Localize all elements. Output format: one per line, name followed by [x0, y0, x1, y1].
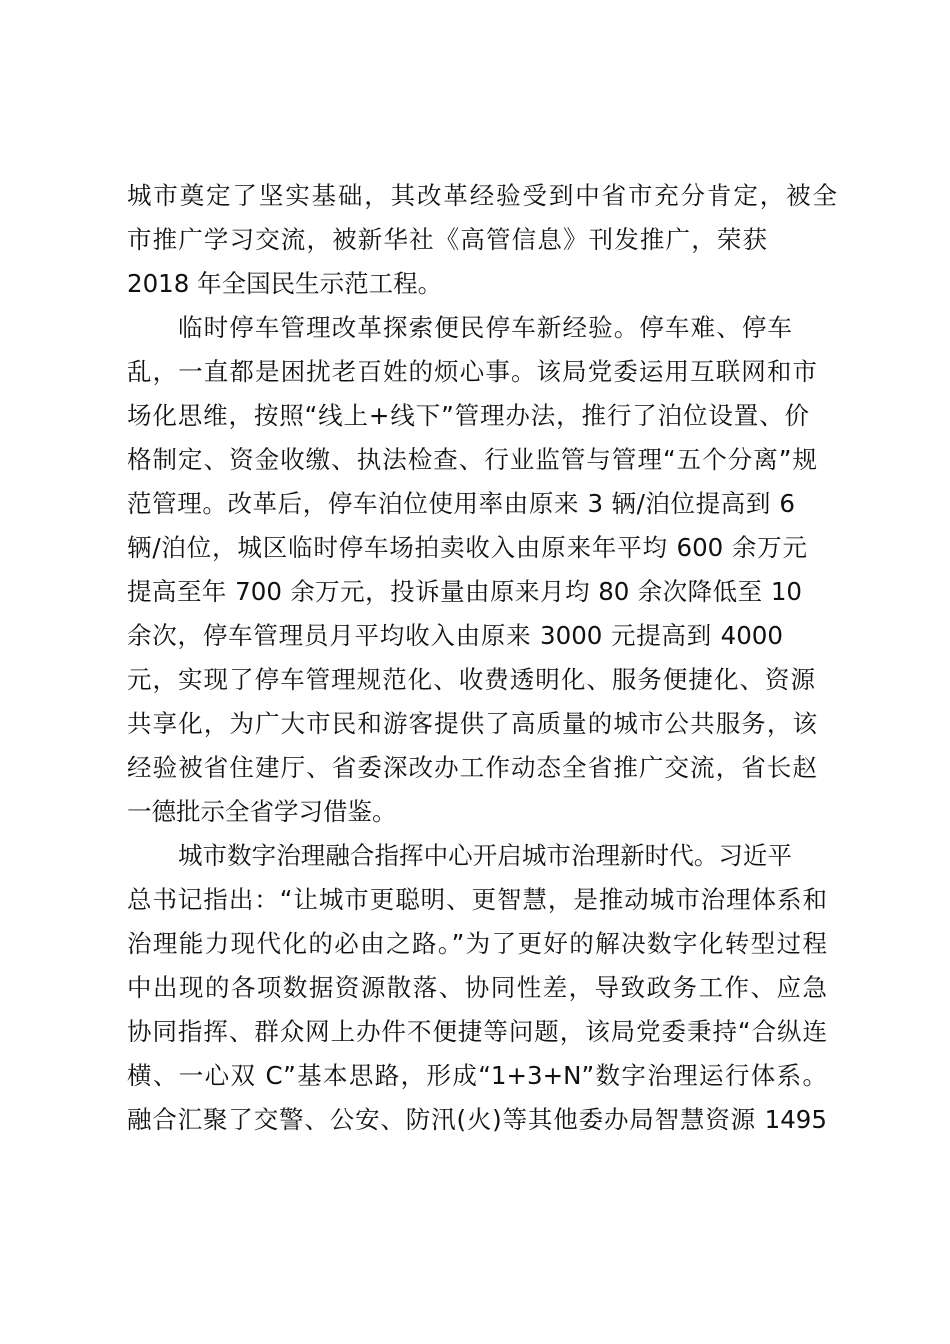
text-line: 元，实现了停车管理规范化、收费透明化、服务便捷化、资源 [127, 665, 815, 694]
paragraph-3 [127, 834, 837, 1142]
paragraph-1 [127, 174, 837, 306]
text-line: 中出现的各项数据资源散落、协同性差，导致政务工作、应急 [127, 973, 827, 1002]
text-line: 治理能力现代化的必由之路。”为了更好的解决数字化转型过程 [127, 929, 827, 958]
body-text [127, 174, 837, 1142]
text-line: 总书记指出：“让城市更聪明、更智慧，是推动城市治理体系和 [127, 885, 827, 914]
text-line: 范管理。改革后，停车泊位使用率由原来 3 辆/泊位提高到 6 [127, 489, 795, 518]
text-line: 横、一心双 C”基本思路，形成“1+3+N”数字治理运行体系。 [127, 1061, 827, 1090]
text-line: 共享化，为广大市民和游客提供了高质量的城市公共服务，该 [127, 709, 817, 738]
text-line: 乱，一直都是困扰老百姓的烦心事。该局党委运用互联网和市 [127, 357, 817, 386]
text-line: 辆/泊位，城区临时停车场拍卖收入由原来年平均 600 余万元 [127, 533, 807, 562]
text-line: 市推广学习交流，被新华社《高管信息》刊发推广，荣获 [127, 225, 767, 254]
text-line: 融合汇聚了交警、公安、防汛(火)等其他委办局智慧资源 1495 [127, 1105, 827, 1134]
paragraph-2 [127, 306, 837, 834]
text-line: 临时停车管理改革探索便民停车新经验。停车难、停车 [178, 313, 792, 342]
text-line: 城市奠定了坚实基础，其改革经验受到中省市充分肯定，被全 [127, 181, 837, 210]
text-line: 一德批示全省学习借鉴。 [127, 797, 397, 826]
text-line: 提高至年 700 余万元，投诉量由原来月均 80 余次降低至 10 [127, 577, 802, 606]
text-line: 城市数字治理融合指挥中心开启城市治理新时代。习近平 [178, 841, 792, 870]
text-line: 协同指挥、群众网上办件不便捷等问题，该局党委秉持“合纵连 [127, 1017, 827, 1046]
text-line: 场化思维，按照“线上+线下”管理办法，推行了泊位设置、价 [127, 401, 809, 430]
text-line: 格制定、资金收缴、执法检查、行业监管与管理“五个分离”规 [127, 445, 817, 474]
text-line: 余次，停车管理员月平均收入由原来 3000 元提高到 4000 [127, 621, 783, 650]
text-line: 经验被省住建厅、省委深改办工作动态全省推广交流，省长赵 [127, 753, 817, 782]
text-line: 2018 年全国民生示范工程。 [127, 269, 443, 298]
